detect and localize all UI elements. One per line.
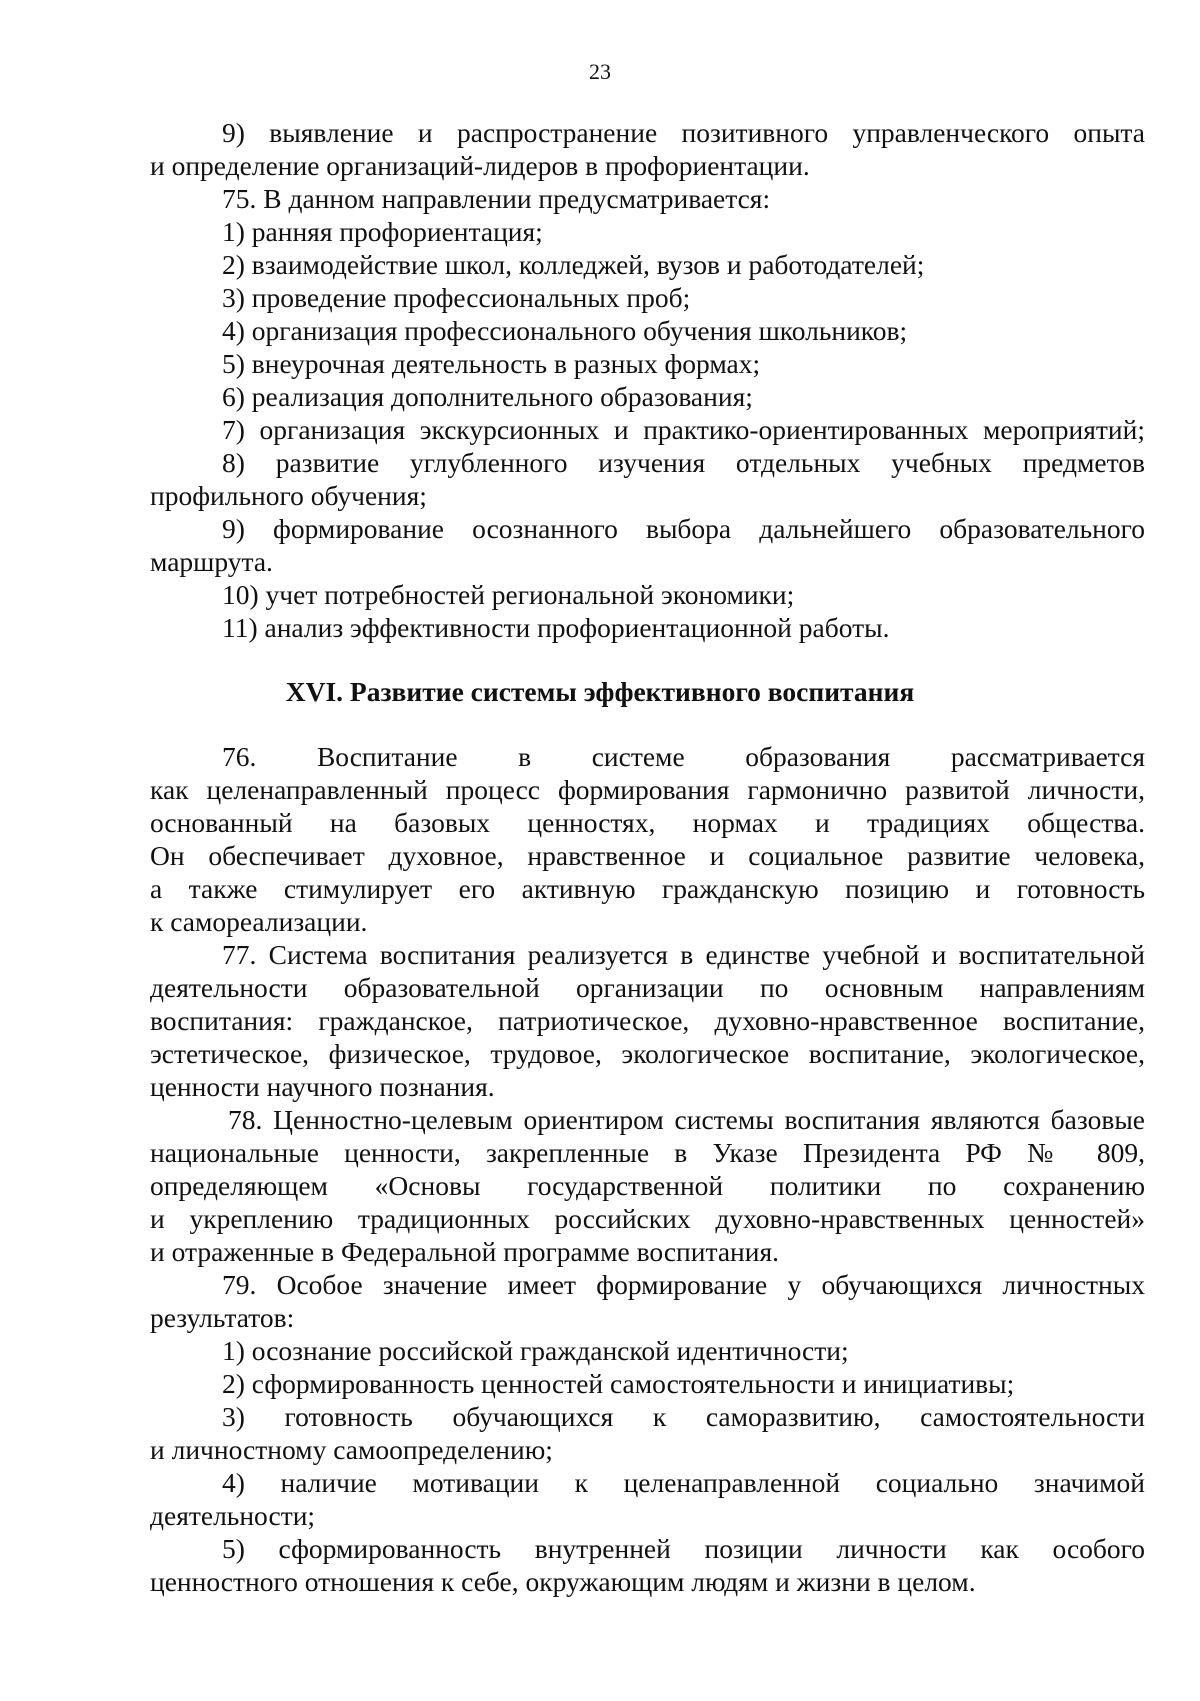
text-line: 5) внеурочная деятельность в разных формах; [222,348,761,379]
text-line: и определение организаций-лидеров в профориентации. [150,150,810,181]
text-line: 76. Воспитание в системе образования рассматривается [222,741,1145,772]
text-line: 11) анализ эффективности профориентационной работы. [222,612,890,643]
text-line: 3) проведение профессиональных проб; [222,282,691,313]
text-line: 1) осознание российской гражданской идентичности; [222,1335,849,1366]
text-line: к самореализации. [150,906,368,937]
text-line: профильного обучения; [150,480,427,511]
text-line: а также стимулирует его активную гражданскую позицию и готовность [150,873,1145,904]
text-line: ценности научного познания. [150,1071,495,1102]
text-line: 6) реализация дополнительного образования; [222,381,753,412]
text-line: и отраженные в Федеральной программе воспитания. [150,1236,779,1267]
text-line: 7) организация экскурсионных и практико-ориентированных мероприятий; [222,414,1145,445]
text-line: 4) организация профессионального обучения школьников; [222,315,908,346]
text-line: 10) учет потребностей региональной экономики; [222,579,795,610]
text-line: результатов: [150,1302,295,1333]
text-line: 5) сформированность внутренней позиции личности как особого [222,1533,1145,1564]
text-line: эстетическое, физическое, трудовое, экологическое воспитание, экологическое, [150,1038,1145,1069]
text-line: основанный на базовых ценностях, нормах и традициях общества. [150,807,1145,838]
text-line: определяющем «Основы государственной политики по сохранению [150,1170,1145,1201]
text-line: 79. Особое значение имеет формирование у обучающихся личностных [222,1269,1145,1300]
text-line: 2) взаимодействие школ, колледжей, вузов и работодателей; [222,249,925,280]
text-line: деятельности; [150,1500,316,1531]
section-heading: XVI. Развитие системы эффективного воспитания [285,676,915,707]
text-line: 3) готовность обучающихся к саморазвитию, самостоятельности [222,1401,1145,1432]
text-line: и личностному самоопределению; [150,1434,553,1465]
text-line: воспитания: гражданское, патриотическое, духовно-нравственное воспитание, [150,1005,1145,1036]
text-line: деятельности образовательной организации по основным направлениям [150,972,1145,1003]
text-line: 9) формирование осознанного выбора дальнейшего образовательного [222,513,1145,544]
text-line: 78. Ценностно-целевым ориентиром системы воспитания являются базовые [228,1104,1145,1135]
text-line: 8) развитие углубленного изучения отдельных учебных предметов [222,447,1145,478]
text-line: 1) ранняя профориентация; [222,216,543,247]
text-line: маршрута. [150,546,273,577]
text-line: национальные ценности, закрепленные в Указе Президента РФ № 809, [150,1137,1145,1168]
text-line: 77. Система воспитания реализуется в единстве учебной и воспитательной [222,939,1145,970]
text-line: ценностного отношения к себе, окружающим людям и жизни в целом. [150,1566,976,1597]
text-line: как целенаправленный процесс формирования гармонично развитой личности, [150,774,1145,805]
text-line: 75. В данном направлении предусматривается: [222,183,771,214]
text-line: и укреплению традиционных российских духовно-нравственных ценностей» [150,1203,1145,1234]
text-line: Он обеспечивает духовное, нравственное и социальное развитие человека, [150,840,1145,871]
text-line: 2) сформированность ценностей самостоятельности и инициативы; [222,1368,1015,1399]
text-line: 4) наличие мотивации к целенаправленной социально значимой [222,1467,1145,1498]
page-number: 23 [589,59,611,84]
text-line: 9) выявление и распространение позитивного управленческого опыта [222,117,1145,148]
